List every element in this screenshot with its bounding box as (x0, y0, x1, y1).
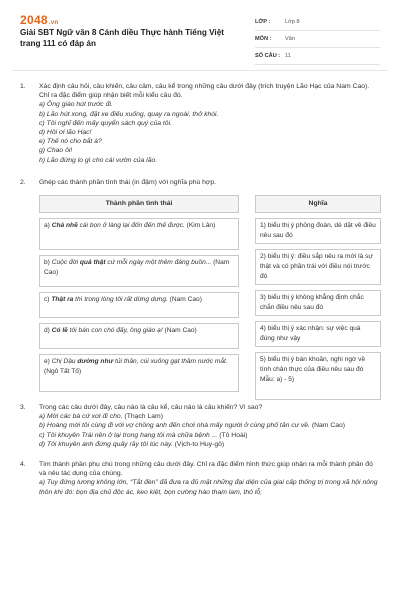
table-cell: b) Cuộc đời quả thật cứ mỗi ngày một thêm đáng buồn... (Nam Cao) (39, 255, 239, 287)
list-item: e) Thế nó cho bắt à? (39, 138, 102, 146)
list-item: a) Ông giáo hút trước đi. (39, 101, 113, 109)
table-cell: 4) biểu thị ý xác nhận: sự việc quá đúng như vậy (255, 321, 381, 347)
meta-row-count: SỐ CÂU : 11 (255, 48, 380, 65)
page-header (0, 0, 400, 64)
meta-row-grade: LỚP : Lớp 8 (255, 14, 380, 31)
table-header: Thành phần tình thái (39, 195, 239, 213)
question-text: Xác định câu hỏi, câu khiến, câu cảm, câu kể trong những câu dưới đây (trích truyện Lão Hạc của Nam Cao). Chỉ ra đặc điểm giúp nhận biết mỗi kiểu câu đó. (39, 83, 370, 100)
table-header: Nghĩa (255, 195, 381, 213)
meta-info (255, 14, 380, 65)
question-number: 4. (20, 461, 26, 469)
list-item: d) Hôi ơi lão Hạc! (39, 129, 92, 137)
question-3 (20, 403, 380, 449)
list-item: h) Lão đứng lo gì cho cái vườn của lão. (39, 156, 158, 164)
table-cell: 5) biểu thị ý bán khoăn, nghi ngờ về tính chân thực của điều nêu sau đó Mẫu: a) - 5) (255, 352, 381, 400)
list-item: c) Tôi nghĩ đến mấy quyển sách quý của tôi. (39, 119, 172, 127)
list-item: b) Hoàng mời tôi cùng đi với vợ chồng anh đến chơi nhà mấy người ở cùng phố tản cư về. (Nam Cao) (39, 422, 346, 430)
question-text: Tìm thành phần phụ chú trong những câu dưới đây. Chỉ ra đặc điểm hình thức giúp nhận ra mỗi thành phần đó và nêu tác dụng của chúng. (39, 461, 373, 478)
list-item: g) Chao ôi! (39, 147, 73, 155)
question-number: 1. (20, 83, 26, 90)
question-2 (20, 178, 380, 392)
question-4 (20, 460, 380, 497)
question-text: Trong các câu dưới đây, câu nào là câu kể, câu nào là câu khiến? Vì sao? (39, 404, 263, 412)
list-item: c) Tôi khuyên Trái nên ở lại trong hang tôi mà chữa bệnh ... (Tô Hoài) (39, 431, 248, 439)
list-item: a) Mời các bà cứ xơi đi cho. (Thạch Lam) (39, 413, 163, 421)
question-number: 3. (20, 404, 26, 412)
question-number: 2. (20, 178, 26, 186)
document-content (0, 82, 400, 497)
table-cell: e) Chị Dậu dường như tủi thân, cúi xuống gạt thầm nước mắt. (Ngô Tất Tố) (39, 354, 239, 392)
table-cell: d) Có lẽ tôi bán con chó đấy, ông giáo ạ! (Nam Cao) (39, 323, 239, 349)
page-title: Giải SBT Ngữ văn 8 Cánh diều Thực hành Tiếng Việt trang 111 có đáp án (20, 28, 224, 48)
table-cell: 3) biểu thị ý không khẳng định chắc chắn điều nêu sau đó (255, 290, 381, 316)
list-item: b) Lão hút xong, đặt xe điếu xuống, quay ra ngoài, thở khói. (39, 110, 219, 118)
list-item: d) Tôi khuyên anh đứng quấy rầy tôi lúc này. (Vịch-to Huy-gô) (39, 440, 225, 448)
question-text: Ghép các thành phần tình thái (in đậm) với nghĩa phù hợp. (39, 178, 217, 186)
header-divider (12, 70, 388, 71)
table-cell: c) Thật ra thì trong lòng tôi rất dừng dưng. (Nam Cao) (39, 292, 239, 318)
meta-row-subject: MÔN : Văn (255, 31, 380, 48)
table-column-left (39, 195, 239, 392)
table-column-right (255, 195, 381, 400)
table-cell: 2) biểu thị ý: điều sắp nêu ra mới là sự thật và có phần trái với điều nói trước đó (255, 249, 381, 285)
table-cell: a) Chả nhẽ cái bọn ở làng lại đốn đến thế được. (Kim Lân) (39, 218, 239, 250)
sample-answer: Mẫu: a) - 5) (260, 375, 295, 383)
table-cell: 1) biểu thị ý phỏng đoán, dè dặt về điều nêu sau đó (255, 218, 381, 244)
site-logo[interactable]: 2048.vn (20, 13, 59, 27)
list-item: a) Tuy đứng lương không lớn, “Tắt đèn” đã đưa ra đủ mặt những đại diện của giai cấp thống trị trong xã hội nông thôn khi đó: bọn địa chủ độc ác, keo kiệt, bọn cường hào tham lam, thô lỗ; (39, 479, 378, 496)
question-1 (20, 82, 380, 165)
matching-table (39, 195, 381, 392)
